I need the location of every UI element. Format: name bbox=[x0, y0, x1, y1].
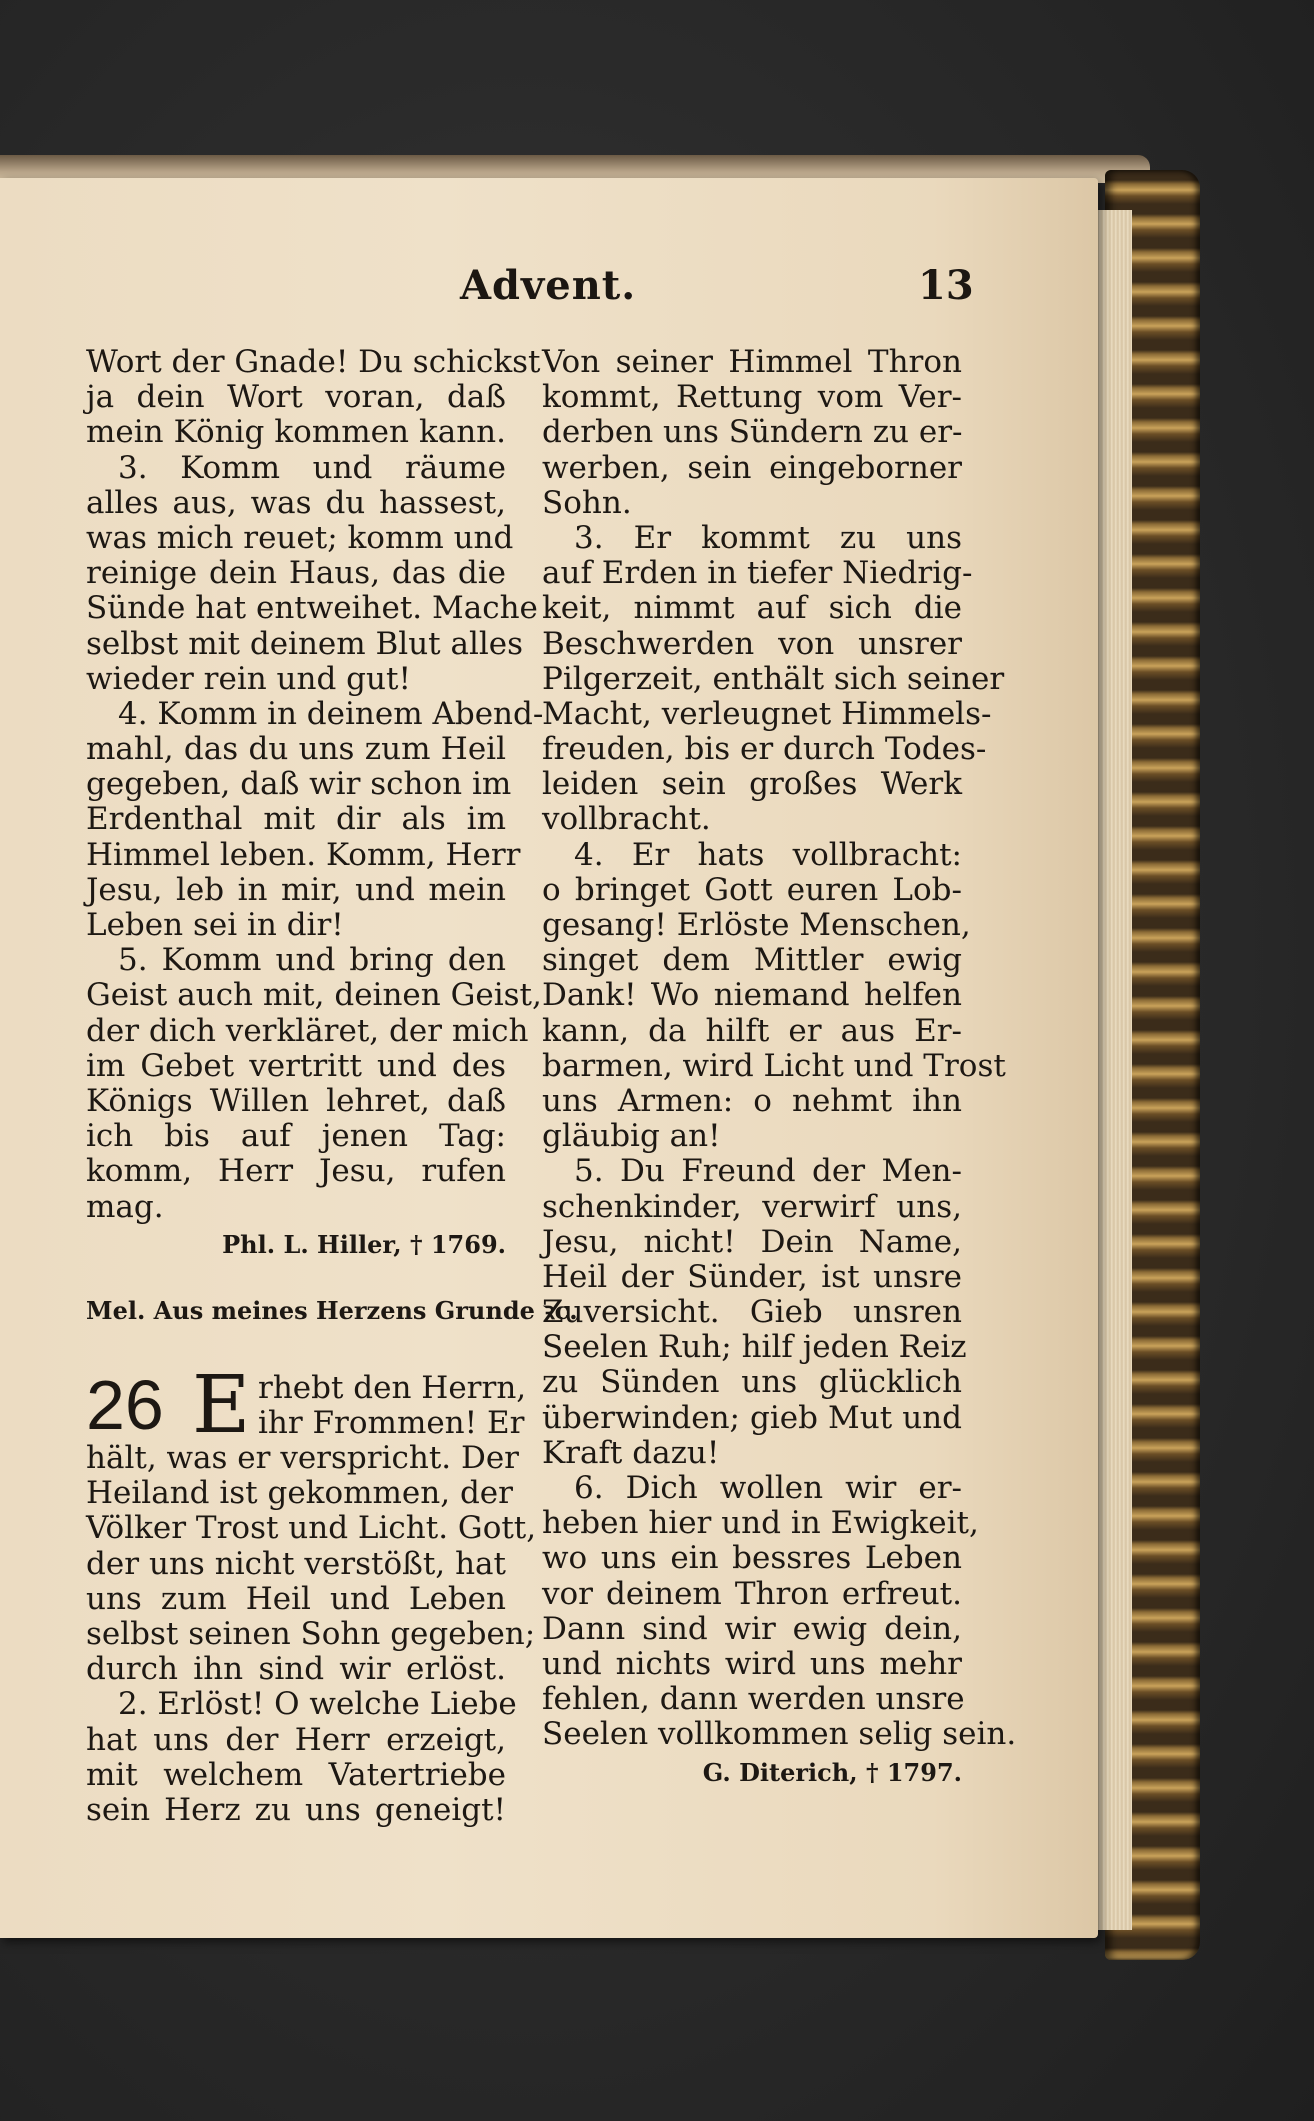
text-line: freuden, bis er durch Todes- bbox=[542, 731, 987, 768]
text-line: kann, da hilft er aus Er- bbox=[542, 1012, 962, 1049]
page-number: 13 bbox=[918, 262, 974, 309]
text-line: werben, sein eingeborner bbox=[542, 449, 962, 486]
text-line: Macht, verleugnet Himmels- bbox=[542, 695, 992, 732]
text-line: Jesu, leb in mir, und mein bbox=[86, 871, 506, 908]
text-line: 3. Er kommt zu uns bbox=[574, 519, 962, 556]
text-line: Heiland ist gekommen, der bbox=[86, 1475, 513, 1512]
text-line: sein Herz zu uns geneigt! bbox=[86, 1791, 506, 1828]
melody-line: Mel. Aus meines Herzens Grunde ꝛc. bbox=[86, 1295, 578, 1325]
text-line: 5. Du Freund der Men- bbox=[574, 1153, 962, 1190]
text-line: 4. Komm in deinem Abend- bbox=[118, 695, 544, 732]
text-line: keit, nimmt auf sich die bbox=[542, 590, 962, 627]
text-line: Königs Willen lehret, daß bbox=[86, 1082, 506, 1119]
text-line: 4. Er hats vollbracht: bbox=[574, 836, 962, 873]
text-line: Seelen vollkommen selig sein. bbox=[542, 1716, 1017, 1753]
text-line: ich bis auf jenen Tag: bbox=[86, 1118, 506, 1155]
text-line: Sünde hat entweihet. Mache bbox=[86, 590, 538, 627]
text-line: uns Armen: o nehmt ihn bbox=[542, 1082, 962, 1119]
text-line: mahl, das du uns zum Heil bbox=[86, 731, 506, 768]
drop-cap: E bbox=[192, 1357, 251, 1451]
text-line: singet dem Mittler ewig bbox=[542, 942, 962, 979]
text-line: derben uns Sündern zu er- bbox=[542, 414, 963, 451]
text-line: Sohn. bbox=[542, 484, 632, 521]
hymn-number: 26 bbox=[86, 1365, 164, 1444]
text-line: 6. Dich wollen wir er- bbox=[574, 1470, 962, 1506]
text-line: Pilgerzeit, enthält sich seiner bbox=[542, 660, 1005, 697]
text-line: der dich verkläret, der mich bbox=[86, 1012, 529, 1049]
text-line: Seelen Ruh; hilf jeden Reiz bbox=[542, 1329, 967, 1366]
text-line: wo uns ein bessres Leben bbox=[542, 1540, 962, 1577]
text-line: wieder rein und gut! bbox=[86, 660, 411, 697]
text-line: kommt, Rettung vom Ver- bbox=[542, 379, 962, 416]
text-line: leiden sein großes Werk bbox=[542, 766, 962, 803]
right-column bbox=[542, 344, 1017, 1793]
text-line: durch ihn sind wir erlöst. bbox=[86, 1651, 506, 1688]
text-line: gesang! Erlöste Menschen, bbox=[542, 907, 971, 943]
text-line: heben hier und in Ewigkeit, bbox=[542, 1505, 979, 1542]
text-line: o bringet Gott euren Lob- bbox=[542, 871, 962, 908]
text-line: komm, Herr Jesu, rufen bbox=[86, 1153, 506, 1190]
running-title: Advent. bbox=[460, 262, 637, 309]
text-line: alles aus, was du hassest, bbox=[86, 484, 506, 521]
text-line: Kraft dazu! bbox=[542, 1434, 720, 1471]
text-line: reinige dein Haus, das die bbox=[86, 555, 506, 592]
text-line: zu Sünden uns glücklich bbox=[542, 1364, 962, 1401]
right-text-block bbox=[542, 344, 1017, 1753]
text-line: Von seiner Himmel Thron bbox=[542, 344, 962, 380]
text-line: Dann sind wir ewig dein, bbox=[542, 1610, 962, 1647]
text-line: fehlen, dann werden unsre bbox=[542, 1681, 965, 1718]
text-line: uns zum Heil und Leben bbox=[86, 1580, 506, 1617]
text-line: ihr Frommen! Er bbox=[258, 1404, 525, 1441]
text-line: hat uns der Herr erzeigt, bbox=[86, 1721, 506, 1758]
text-line: vor deinem Thron erfreut. bbox=[542, 1575, 962, 1612]
text-line: mit welchem Vatertriebe bbox=[86, 1756, 506, 1793]
text-line: Leben sei in dir! bbox=[86, 907, 344, 943]
text-line: barmen, wird Licht und Trost bbox=[542, 1047, 1006, 1084]
text-line: überwinden; gieb Mut und bbox=[542, 1399, 962, 1436]
left-text-block-b bbox=[86, 1440, 537, 1828]
text-line: rhebt den Herrn, bbox=[258, 1369, 527, 1406]
attribution-hiller: Phl. L. Hiller, † 1769. bbox=[222, 1229, 506, 1259]
attribution-diterich: G. Diterich, † 1797. bbox=[702, 1757, 962, 1787]
left-text-block-a bbox=[86, 344, 544, 1225]
left-column bbox=[86, 344, 578, 1828]
text-line: mag. bbox=[86, 1188, 164, 1225]
text-line: Erdenthal mit dir als im bbox=[86, 801, 506, 838]
text-line: 2. Erlöst! O welche Liebe bbox=[118, 1686, 517, 1723]
text-line: Wort der Gnade! Du schickst bbox=[86, 344, 541, 380]
text-line: schenkinder, verwirf uns, bbox=[542, 1188, 962, 1225]
text-line: gläubig an! bbox=[542, 1118, 721, 1155]
text-line: Beschwerden von unsrer bbox=[542, 625, 962, 662]
text-line: Heil der Sünder, ist unsre bbox=[542, 1258, 962, 1295]
text-line: was mich reuet; komm und bbox=[86, 519, 514, 556]
text-line: Völker Trost und Licht. Gott, bbox=[86, 1510, 537, 1547]
text-line: gegeben, daß wir schon im bbox=[86, 766, 512, 803]
text-line: Jesu, nicht! Dein Name, bbox=[542, 1223, 962, 1260]
text-line: Himmel leben. Komm, Herr bbox=[86, 836, 521, 873]
text-line: selbst seinen Sohn gegeben; bbox=[86, 1616, 536, 1653]
text-line: selbst mit deinem Blut alles bbox=[86, 625, 524, 662]
text-line: auf Erden in tiefer Niedrig- bbox=[542, 555, 973, 592]
text-line: mein König kommen kann. bbox=[86, 414, 506, 451]
text-line: Dank! Wo niemand helfen bbox=[542, 977, 962, 1014]
text-line: Zuversicht. Gieb unsren bbox=[542, 1294, 962, 1331]
text-line: vollbracht. bbox=[542, 801, 711, 838]
text-line: Geist auch mit, deinen Geist, bbox=[86, 977, 542, 1014]
page-header bbox=[0, 262, 1098, 322]
text-line: im Gebet vertritt und des bbox=[86, 1047, 506, 1084]
hymn-26-opening bbox=[86, 1357, 527, 1451]
text-line: 3. Komm und räume bbox=[118, 449, 506, 486]
text-line: ja dein Wort voran, daß bbox=[86, 379, 506, 416]
text-line: 5. Komm und bring den bbox=[118, 942, 506, 979]
text-line: hält, was er verspricht. Der bbox=[86, 1440, 520, 1477]
text-line: und nichts wird uns mehr bbox=[542, 1645, 962, 1682]
text-line: der uns nicht verstößt, hat bbox=[86, 1545, 506, 1582]
